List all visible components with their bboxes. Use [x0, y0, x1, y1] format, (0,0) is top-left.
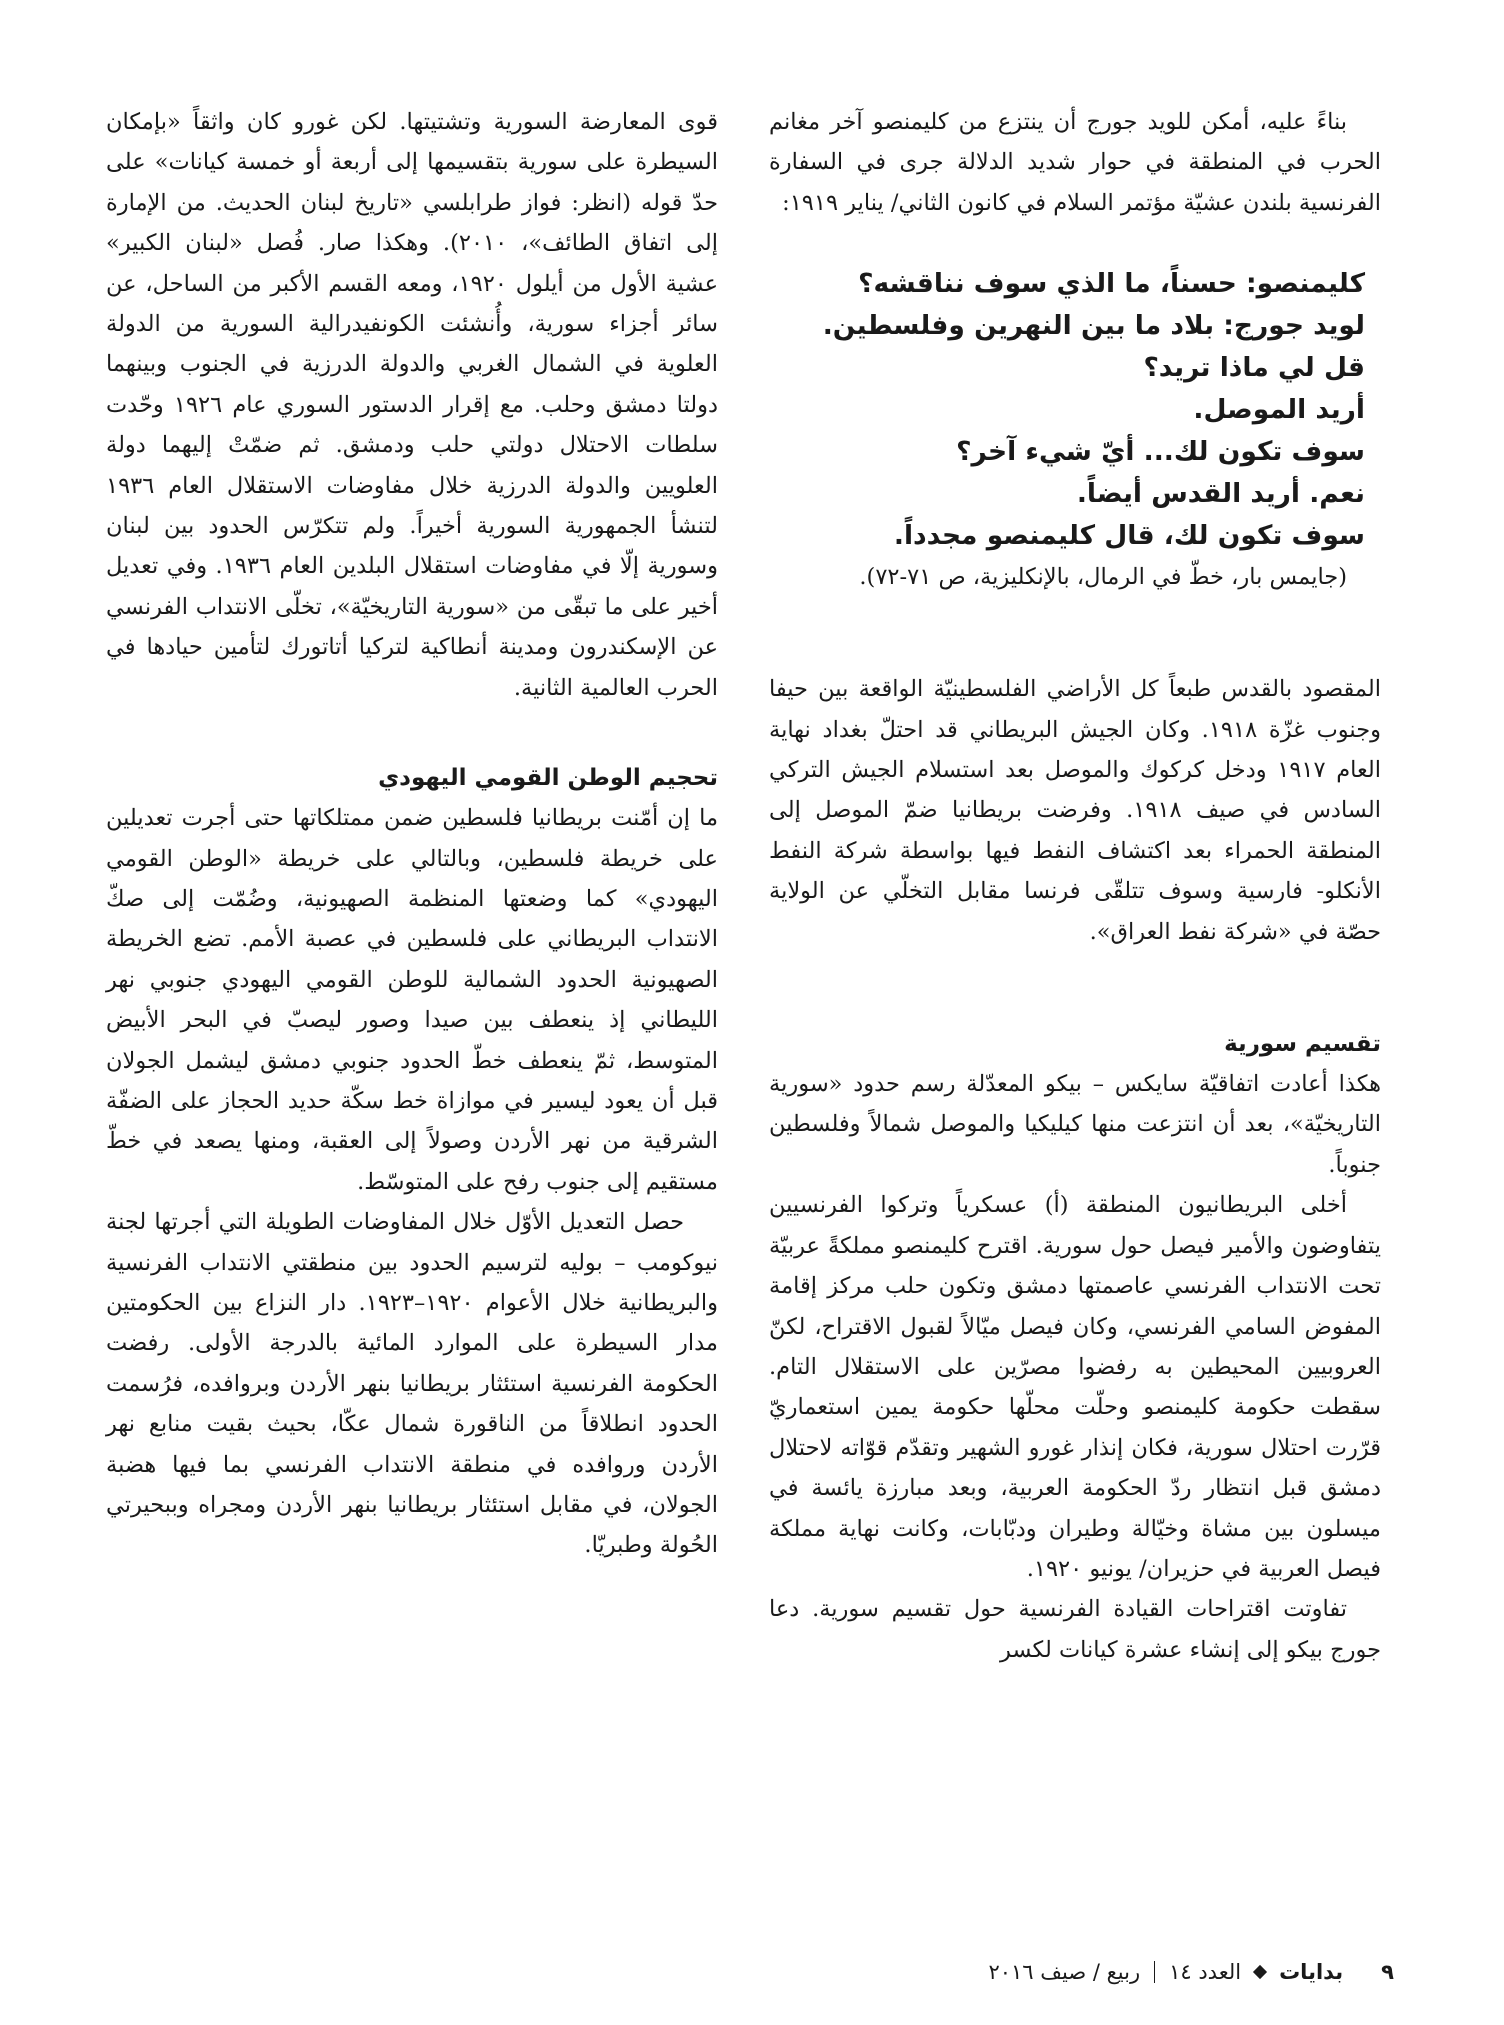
issue-number: العدد ١٤	[1169, 1960, 1242, 1984]
dialogue-line: سوف تكون لك، قال كليمنصو مجدداً.	[893, 520, 1365, 552]
dialogue-line: قل لي ماذا تريد؟	[1143, 352, 1365, 384]
magazine-name: بدايات	[1279, 1960, 1344, 1984]
divider	[1154, 1961, 1155, 1983]
continuation-paragraph: قوى المعارضة السورية وتشتيتها. لكن غورو كان واثقاً «بإمكان السيطرة على سورية بتقسيمها إلى أربعة أو خمسة كيانات» على حدّ قوله (انظر: فواز طرابلسي «تاريخ لبنان الحديث. من الإمارة إلى اتفاق الطائف»، ٢٠١٠). وهكذا صار. فُصل «لبنان الكبير» عشية الأول من أيلول ١٩٢٠، ومعه القسم الأكبر من الساحل، عن سائر أجزاء سورية، وأُنشئت الكونفيدرالية السورية من الدولة العلوية في الشمال الغربي والدولة الدرزية في الجنوب وبينهما دولتا دمشق وحلب. مع إقرار الدستور السوري عام ١٩٢٦ وحّدت سلطات الاحتلال دولتي حلب ودمشق. ثم ضمّتْ إليهما دولة العلويين والدولة الدرزية خلال مفاوضات الاستقلال العام ١٩٣٦ لتنشأ الجمهورية السورية أخيراً. ولم تتكرّس الحدود بين لبنان وسورية إلّا في مفاوضات استقلال البلدين العام ١٩٣٦. وفي تعديل أخير على ما تبقّى من «سورية التاريخيّة»، تخلّى الانتداب الفرنسي عن الإسكندرون ومدينة أنطاكية لتركيا أتاتورك لتأمين حيادها في الحرب العالمية الثانية.	[106, 109, 719, 701]
division-paragraph: تفاوتت اقتراحات القيادة الفرنسية حول تقسيم سورية. دعا جورج بيكو إلى إنشاء عشرة كيانات لكسر	[769, 1596, 1381, 1663]
dialogue-line: سوف تكون لك... أيّ شيء آخر؟	[956, 436, 1365, 468]
diamond-icon	[1253, 1965, 1267, 1979]
division-paragraph: أخلى البريطانيون المنطقة (أ) عسكرياً وتركوا الفرنسيين يتفاوضون والأمير فيصل حول سورية. اقترح كليمنصو مملكةً عربيّة تحت الانتداب الفرنسي عاصمتها دمشق وتكون حلب مركز إقامة المفوض السامي الفرنسي، وكان فيصل ميّالاً لقبول الاقتراح، لكنّ العروبيين المحيطين به رفضوا مصرّين على الاستقلال التام. سقطت حكومة كليمنصو وحلّت محلّها حكومة يمين استعماريّ قرّرت احتلال سورية، فكان إنذار غورو الشهير وتقدّم قوّاته لاحتلال دمشق قبل انتظار ردّ الحكومة العربية، وبعد مبارزة يائسة في ميسلون بين مشاة وخيّالة وطيران ودبّابات، وكانت نهاية مملكة فيصل العربية في حزيران/ يونيو ١٩٢٠.	[769, 1192, 1381, 1582]
dialogue-line: نعم. أريد القدس أيضاً.	[1076, 478, 1365, 510]
section-heading-syria-division: تقسيم سورية	[1224, 1031, 1381, 1058]
dialogue-line: أريد الموصل.	[1193, 394, 1365, 426]
homeland-paragraph: حصل التعديل الأوّل خلال المفاوضات الطويلة التي أجرتها لجنة نيوكومب – بوليه لترسيم الحدود بين منطقتي الانتداب الفرنسية والبريطانية خلال الأعوام ١٩٢٠–١٩٢٣. دار النزاع بين الحكومتين مدار السيطرة على الموارد المائية بالدرجة الأولى. رفضت الحكومة الفرنسية استئثار بريطانيا بنهر الأردن وبروافده، فرُسمت الحدود انطلاقاً من الناقورة شمال عكّا، بحيث بقيت منابع نهر الأردن وروافده في منطقة الانتداب الفرنسي بما فيها هضبة الجولان، في مقابل استئثار بريطانيا بنهر الأردن ومجراه وببحيرتي الحُولة وطبريّا.	[106, 1209, 718, 1559]
dialogue-line: لويد جورج: بلاد ما بين النهرين وفلسطين.	[822, 310, 1365, 342]
right-column	[769, 102, 1381, 1670]
left-column	[106, 102, 718, 1566]
jerusalem-paragraph: المقصود بالقدس طبعاً كل الأراضي الفلسطينيّة الواقعة بين حيفا وجنوب غزّة ١٩١٨. وكان الجيش البريطاني قد احتلّ بغداد نهاية العام ١٩١٧ ودخل كركوك والموصل بعد استسلام الجيش التركي السادس في صيف ١٩١٨. وفرضت بريطانيا ضمّ الموصل إلى المنطقة الحمراء بعد اكتشاف النفط فيها بواسطة شركة النفط الأنكلو- فارسية وسوف تتلقّى فرنسا مقابل التخلّي عن الولاية حصّة في «شركة نفط العراق».	[769, 676, 1381, 945]
dialogue-line: كليمنصو: حسناً، ما الذي سوف نناقشه؟	[858, 268, 1365, 300]
dialogue-block	[769, 263, 1381, 557]
division-paragraph: هكذا أعادت اتفاقيّة سايكس – بيكو المعدّلة رسم حدود «سورية التاريخيّة»، بعد أن انتزعت منها كيليكيا والموصل شمالاً وفلسطين جنوباً.	[769, 1071, 1381, 1178]
spacer	[769, 952, 1381, 1024]
spacer	[769, 597, 1381, 669]
spacer	[106, 708, 718, 758]
issue-season: ربيع / صيف ٢٠١٦	[988, 1960, 1141, 1984]
page-number: ٩	[1381, 1960, 1394, 1984]
section-heading-jewish-homeland: تحجيم الوطن القومي اليهودي	[378, 765, 718, 792]
citation: (جايمس بار، خطّ في الرمال، بالإنكليزية، ص ٧١-٧٢).	[859, 564, 1347, 591]
homeland-paragraph: ما إن أمّنت بريطانيا فلسطين ضمن ممتلكاتها حتى أجرت تعديلين على خريطة فلسطين، وبالتالي على خريطة «الوطن القومي اليهودي» كما وضعتها المنظمة الصهيونية، وضُمّت إلى صكّ الانتداب البريطاني على فلسطين في عصبة الأمم. تضع الخريطة الصهيونية الحدود الشمالية للوطن القومي اليهودي جنوبي نهر الليطاني إذ ينعطف بين صيدا وصور ليصبّ في البحر الأبيض المتوسط، ثمّ ينعطف خطّ الحدود جنوبي دمشق ليشمل الجولان قبل أن يعود ليسير في موازاة خط سكّة حديد الحجاز على الضفّة الشرقية من نهر الأردن وصولاً إلى العقبة، ومنها يصعد في خطّ مستقيم إلى جنوب رفح على المتوسّط.	[106, 805, 718, 1195]
intro-paragraph: بناءً عليه، أمكن للويد جورج أن ينتزع من كليمنصو آخر مغانم الحرب في المنطقة في حوار شديد الدلالة جرى في السفارة الفرنسية بلندن عشيّة مؤتمر السلام في كانون الثاني/ يناير ١٩١٩:	[769, 109, 1381, 216]
page-footer	[988, 1960, 1394, 1984]
